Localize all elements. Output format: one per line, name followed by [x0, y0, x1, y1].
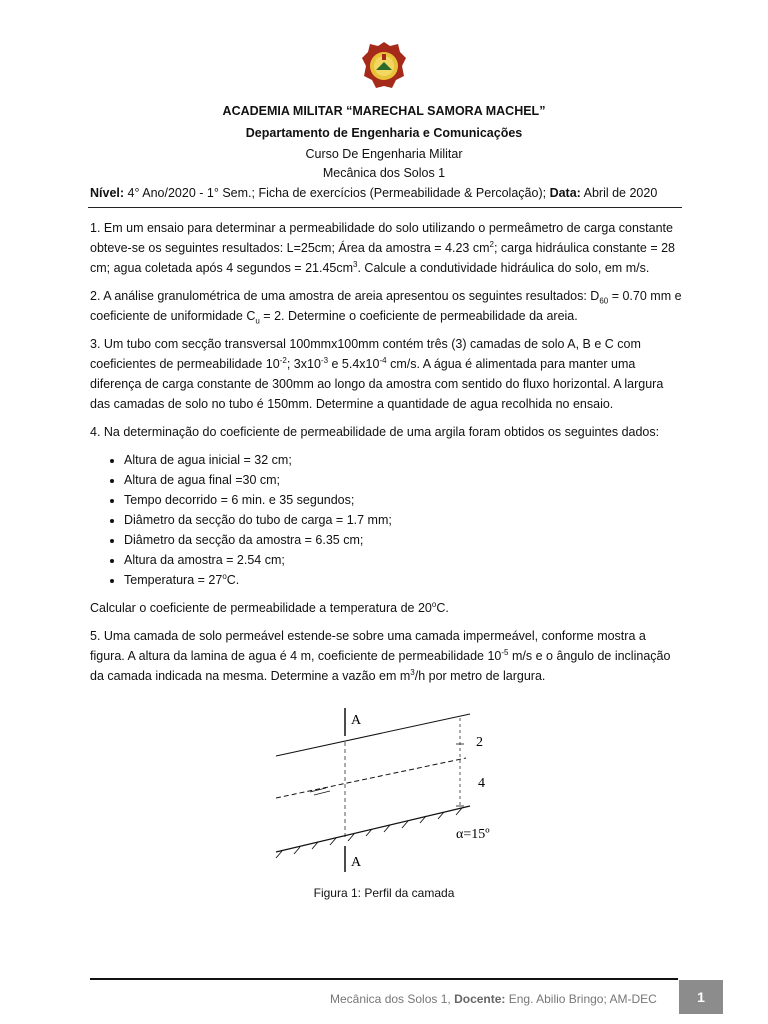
footer-text: Mecânica dos Solos 1, Docente: Eng. Abilio Bringo; AM-DEC	[330, 992, 657, 1006]
department-title: Departamento de Engenharia e Comunicações	[245, 126, 523, 140]
level-line	[90, 186, 657, 200]
dimension-label-upper: 2	[476, 735, 483, 750]
water-line	[276, 758, 466, 798]
list-item: • Altura da amostra = 2.54 cm;	[124, 550, 682, 570]
list-item: • Tempo decorrido = 6 min. e 35 segundos;	[124, 490, 682, 510]
question-4-intro: 4. Na determinação do coeficiente de permeabilidade de uma argila foram obtidos os seguintes dados:	[90, 425, 660, 439]
date-label: Data:	[549, 186, 581, 200]
section-label-bottom: A	[351, 855, 362, 870]
layer-profile-figure	[270, 700, 510, 878]
section-label-top: A	[351, 713, 362, 728]
list-item: • Altura de agua inicial = 32 cm;	[124, 450, 682, 470]
list-item: • Diâmetro da secção da amostra = 6.35 cm;	[124, 530, 682, 550]
docente-label: Docente:	[454, 992, 506, 1006]
header-divider	[88, 207, 682, 208]
academy-emblem-icon	[360, 40, 408, 92]
surface-line	[276, 714, 470, 756]
course-name: Curso De Engenharia Militar	[305, 147, 463, 161]
subject-name: Mecânica dos Solos 1	[322, 166, 446, 180]
question-4-task: Calcular o coeficiente de permeabilidade a temperatura de 20$^o$C.	[90, 599, 449, 615]
question-2: 2. A análise granulométrica de uma amostra de areia apresentou os seguintes resultados: $D_{60} = 0.70$ mm e coeficiente de uniformidade $C_u = 2$. Determine o coeficiente de permeabilidade da areia.	[90, 289, 682, 326]
level-label: Nível:	[90, 186, 125, 200]
level-text: 4° Ano/2020 - 1° Sem.; Ficha de exercícios (Permeabilidade & Percolação);	[127, 186, 547, 200]
footer-divider	[90, 978, 678, 980]
exercise-list	[90, 218, 682, 694]
figure-caption: Figura 1: Perfil da camada	[313, 886, 455, 900]
impermeable-line	[276, 806, 470, 852]
dimension-label-lower: 4	[478, 776, 485, 791]
list-item: • Temperatura = $27^oC$.	[124, 570, 682, 590]
date-text: Abril de 2020	[583, 186, 658, 200]
list-item: • Altura de agua final =30 cm;	[124, 470, 682, 490]
list-item: • Diâmetro da secção do tubo de carga = 1.7 mm;	[124, 510, 682, 530]
page-number: 1	[679, 980, 723, 1014]
question-1: 1. Em um ensaio para determinar a permeabilidade do solo utilizando o permeâmetro de carga constante obteve-se os seguintes resultados: L=25cm; Área da amostra = 4.23 $cm^2$; carga hidráulica constante = 28 cm; agua coletada após 4 segundos = $21.45cm^3$. Calcule a condutividade hidráulica do solo, em m/s.	[90, 221, 676, 275]
hatch-marks	[276, 808, 462, 858]
angle-label: α=15º	[456, 827, 490, 842]
question-4-data-list	[90, 450, 682, 590]
institution-title: ACADEMIA MILITAR “MARECHAL SAMORA MACHEL”	[222, 104, 546, 118]
question-3: 3. Um tubo com secção transversal 100mmx100mm contém três (3) camadas de solo A, B e C com coeficientes de permeabilidade $10^{-2}$; $3x10^{-3}$ e $5.4x10^{-4}$ cm/s. A água é alimentada para manter uma diferença de carga constante de 300mm ao longo da amostra com sentido do fluxo horizontal. A largura das camadas de solo no tubo é 150mm. Determine a quantidade de agua recolhida no ensaio.	[90, 337, 664, 411]
question-5: 5. Uma camada de solo permeável estende-se sobre uma camada impermeável, conforme mostra a figura. A altura da lamina de agua é 4 m, coeficiente de permeabilidade $10^{-5}$ m/s e o ângulo de inclinação da camada indicada na mesma. Determine a vazão em $m^3/h$ por metro de largura.	[90, 629, 671, 683]
